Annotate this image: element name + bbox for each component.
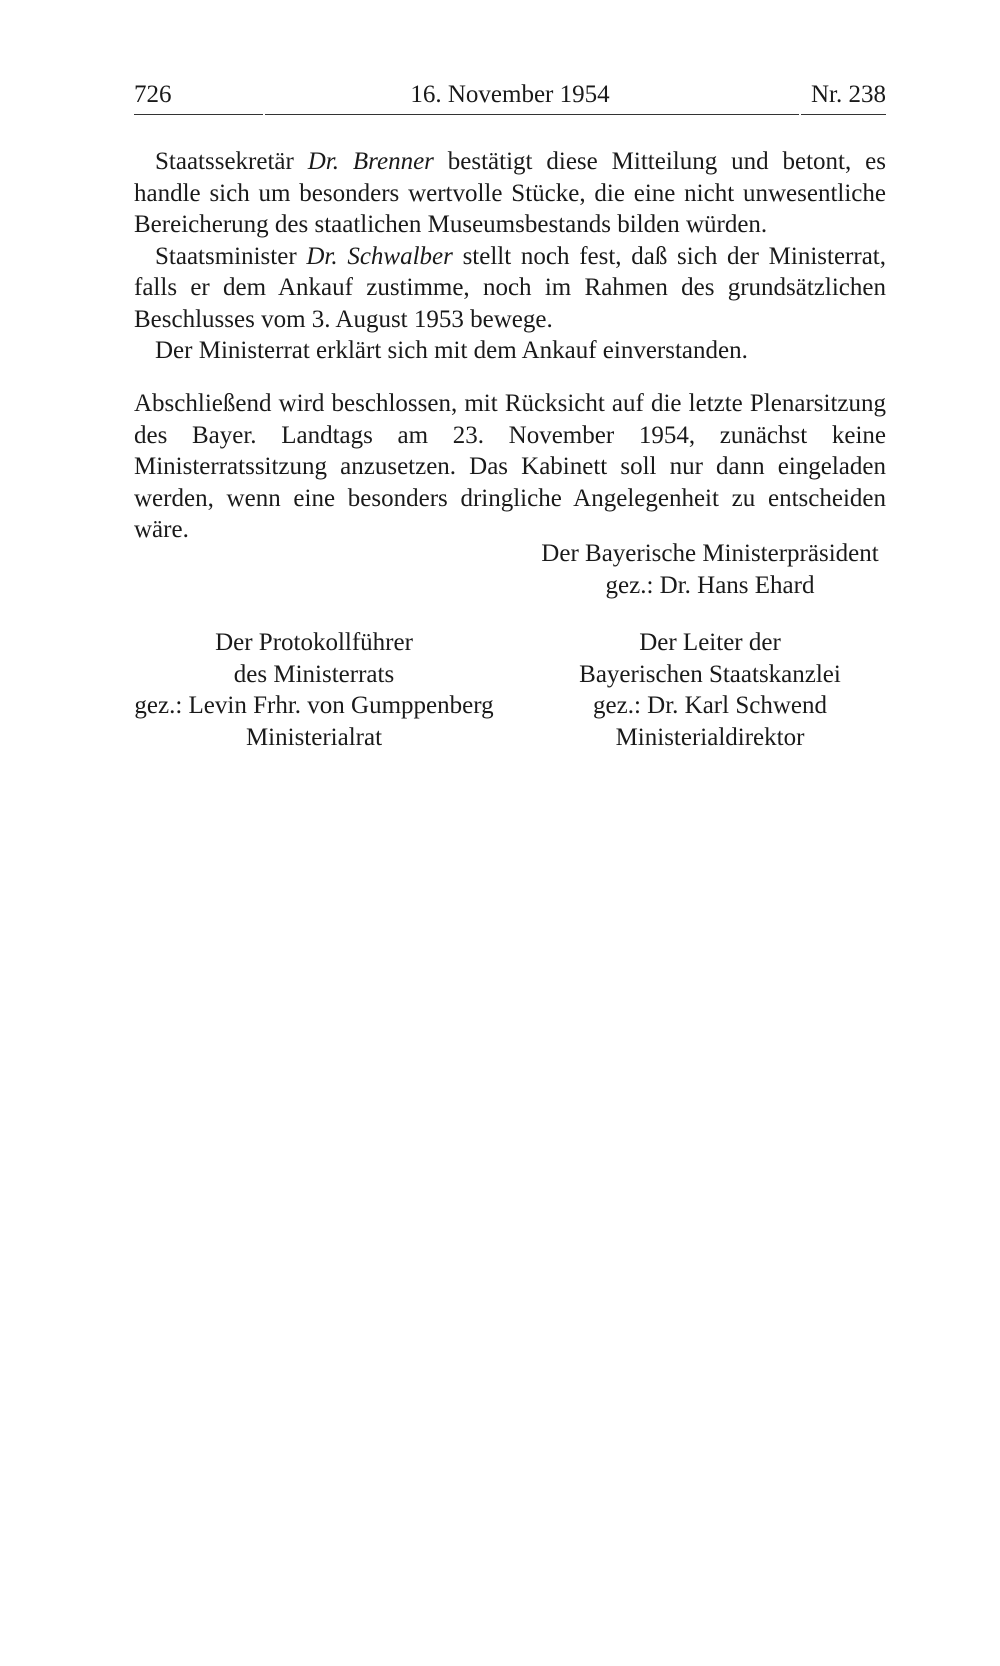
minutes-body	[134, 146, 886, 367]
signature-chancellery-head	[530, 627, 890, 753]
signature-title: Bayerischen Staatskanzlei	[579, 660, 841, 688]
paragraph-text: Staatssekretär	[155, 148, 308, 175]
header-rule-right	[801, 114, 886, 115]
page-number: 726	[134, 81, 172, 108]
header-rule-left	[134, 114, 263, 115]
speaker-name: Dr. Schwalber	[306, 242, 453, 270]
closing-section	[134, 388, 886, 546]
signature-president	[530, 538, 890, 601]
header-date: 16. November 1954	[410, 81, 610, 108]
paragraph-text: stellt noch fest, daß sich der Ministerrat, falls er dem Ankauf zustimme, noch im Rahmen des grundsätzlichen Beschlusses vom 3. August 1953 bewege.	[134, 242, 886, 333]
paragraph-closing: Abschließend wird beschlossen, mit Rücksicht auf die letzte Plenarsitzung des Bayer. Landtags am 23. November 1954, zunächst keine Ministerratssitzung anzusetzen. Das Kabinett soll nur dann eingeladen werden, wenn eine besonders dringliche Angelegenheit zu entscheiden wäre.	[134, 390, 886, 543]
signature-title: Der Leiter der	[639, 629, 781, 656]
signature-title: des Ministerrats	[233, 660, 395, 688]
signature-rank: Ministerialrat	[245, 723, 383, 751]
signature-signed: gez.: Levin Frhr. von Gumppenberg	[134, 692, 494, 719]
signature-recorder	[128, 627, 500, 753]
paragraph-resolution: Der Ministerrat erklärt sich mit dem Ankauf einverstanden.	[155, 337, 748, 364]
paragraph-text: Staatsminister	[155, 242, 307, 270]
signature-title: Der Bayerische Ministerpräsident	[541, 540, 879, 567]
signature-title: Der Protokollführer	[215, 629, 413, 656]
running-header	[134, 80, 886, 114]
paragraph-brenner	[134, 146, 886, 241]
document-number: Nr. 238	[811, 81, 886, 108]
signature-rank: Ministerialdirektor	[615, 723, 805, 751]
signature-signed: gez.: Dr. Hans Ehard	[605, 571, 815, 599]
paragraph-schwalber	[134, 241, 886, 336]
paragraph-text: bestätigt diese Mitteilung und betont, es handle sich um besonders wertvolle Stücke, die eine nicht unwesentliche Bereicherung des staatlichen Museumsbestands bilden würden.	[134, 148, 886, 238]
signature-signed: gez.: Dr. Karl Schwend	[593, 692, 827, 719]
header-rule-center	[265, 114, 799, 115]
speaker-name: Dr. Brenner	[307, 148, 434, 175]
